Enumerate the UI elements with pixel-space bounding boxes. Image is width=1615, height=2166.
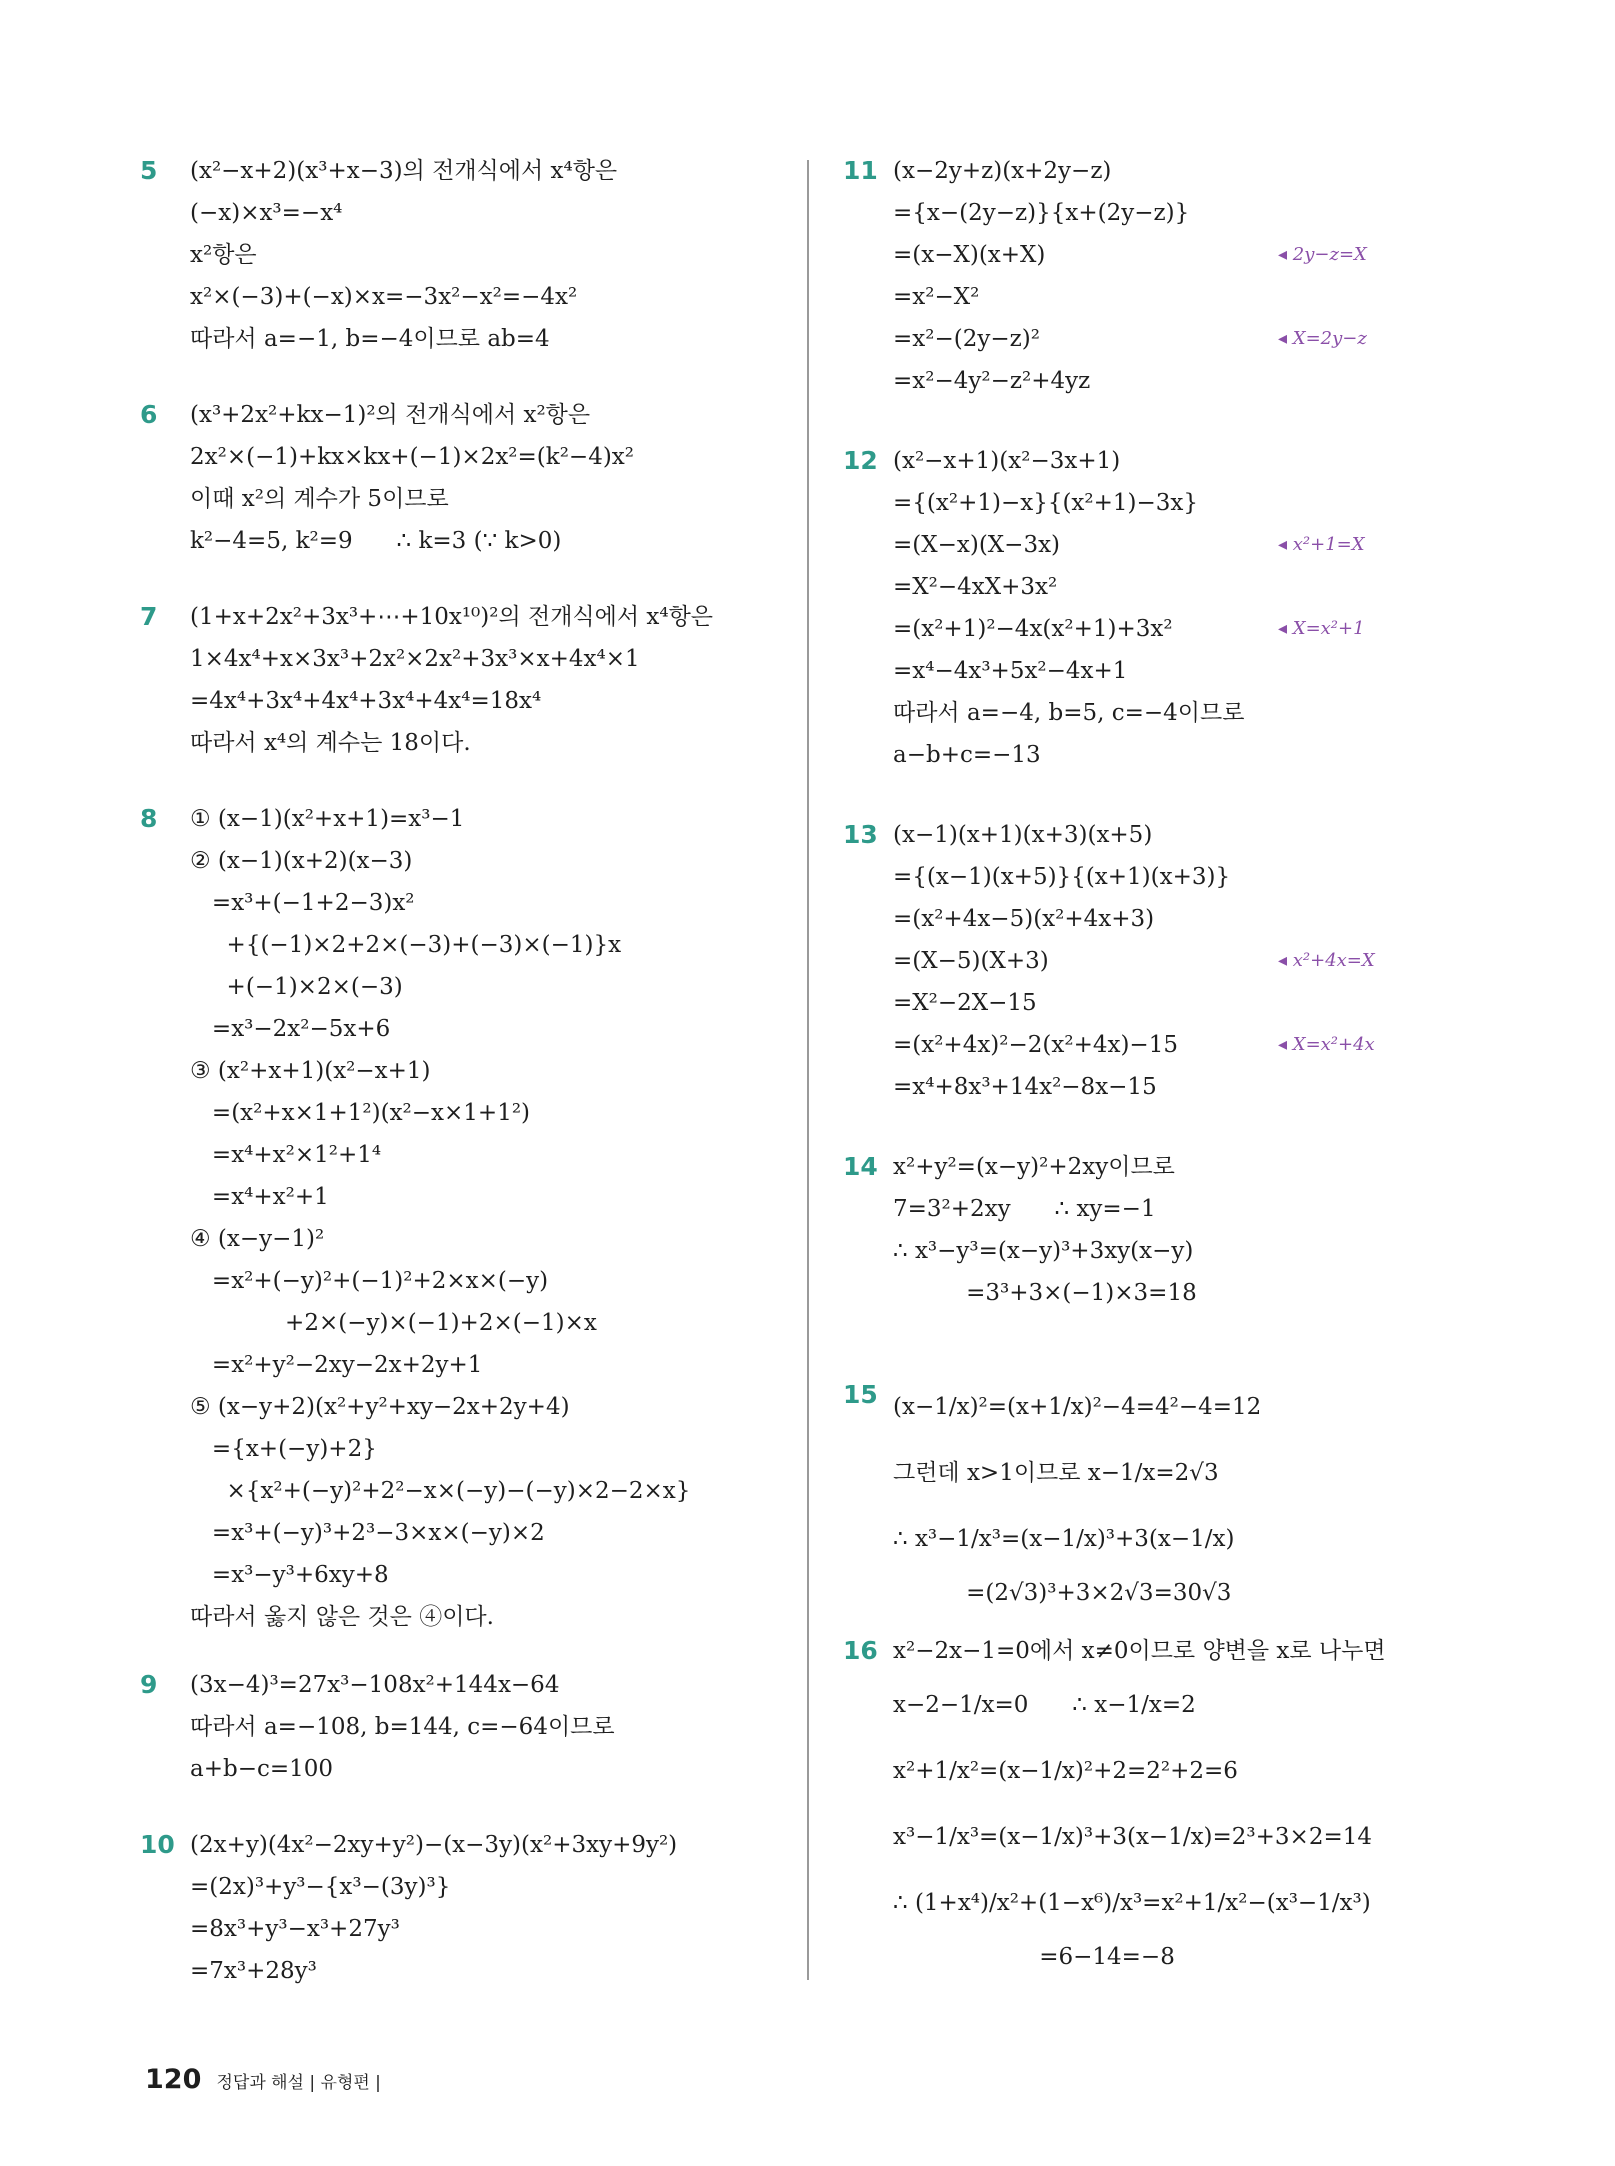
equation-text: =7x³+28y³ [190, 1958, 317, 1984]
footer-title: 정답과 해설 | 유형편 | [216, 2073, 381, 2093]
solution-line [190, 966, 690, 1008]
problem-number: 14 [843, 1152, 878, 1181]
equation-text: x−2−1/x=0 ∴ x−1/x=2 [893, 1692, 1196, 1718]
equation-text: =3³+3×(−1)×3=18 [893, 1280, 1197, 1306]
equation-text: ② (x−1)(x+2)(x−3) [190, 848, 413, 874]
solution-line [190, 1218, 690, 1260]
solution-line [893, 1066, 1230, 1108]
equation-text: +2×(−y)×(−1)+2×(−1)×x [190, 1310, 597, 1336]
equation-text: (x³+2x²+kx−1)²의 전개식에서 x²항은 [190, 402, 591, 428]
equation-text: =x²−(2y−z)² [893, 326, 1040, 352]
solution-line [190, 478, 634, 520]
equation-text: (1+x+2x²+3x³+⋯+10x¹⁰)²의 전개식에서 x⁴항은 [190, 604, 714, 630]
problem-number: 8 [140, 804, 158, 833]
solution-line [190, 638, 713, 680]
solution-line [190, 1824, 677, 1866]
equation-text: +(−1)×2×(−3) [190, 974, 403, 1000]
equation-text: 따라서 옳지 않은 것은 ④이다. [190, 1604, 494, 1630]
solution-line [190, 1748, 615, 1790]
solution-line [893, 1374, 1261, 1440]
solution-line [190, 1512, 690, 1554]
solution-line [893, 940, 1375, 982]
solution-line [190, 318, 617, 360]
equation-text: x²×(−3)+(−x)×x=−3x²−x²=−4x² [190, 284, 578, 310]
solution-line [893, 814, 1230, 856]
solution-line [190, 1176, 690, 1218]
equation-text: =(x−X)(x+X) [893, 242, 1046, 268]
substitution-note: ◂ X=x²+4x [1278, 1034, 1375, 1055]
solution-line [893, 360, 1189, 402]
solution-line [893, 1630, 1386, 1672]
solution-line [190, 150, 617, 192]
equation-text: (x−1)(x+1)(x+3)(x+5) [893, 822, 1153, 848]
solution-line [190, 1428, 690, 1470]
equation-text: ∴ x³−1/x³=(x−1/x)³+3(x−1/x) [893, 1526, 1235, 1552]
equation-text: x²−2x−1=0에서 x≠0이므로 양변을 x로 나누면 [893, 1638, 1386, 1664]
solution-line [190, 1706, 615, 1748]
solution-line [190, 680, 713, 722]
equation-text: ① (x−1)(x²+x+1)=x³−1 [190, 806, 465, 832]
equation-text: =X²−2X−15 [893, 990, 1037, 1016]
solution-line [190, 520, 634, 562]
solution-line [893, 1572, 1261, 1614]
equation-text: =x²−X² [893, 284, 980, 310]
solution-line [190, 882, 690, 924]
equation-text: =(2x)³+y³−{x³−(3y)³} [190, 1874, 451, 1900]
equation-text: a−b+c=−13 [893, 742, 1041, 768]
solution-lines [893, 440, 1365, 776]
solution-line [190, 436, 634, 478]
solution-line [893, 318, 1367, 360]
solution-line [893, 234, 1367, 276]
solution-line [190, 1260, 690, 1302]
solution-line [190, 1554, 690, 1596]
solution-lines [190, 798, 690, 1638]
substitution-note: ◂ X=x²+1 [1278, 618, 1365, 639]
solution-line [190, 924, 690, 966]
equation-text: 따라서 x⁴의 계수는 18이다. [190, 730, 471, 756]
solution-line [190, 1050, 690, 1092]
equation-text: (2x+y)(4x²−2xy+y²)−(x−3y)(x²+3xy+9y²) [190, 1832, 678, 1858]
equation-text: ∴ (1+x⁴)/x²+(1−x⁶)/x³=x²+1/x²−(x³−1/x³) [893, 1890, 1371, 1916]
solution-line [893, 608, 1365, 650]
problem-number: 7 [140, 602, 158, 631]
equation-text: ④ (x−y−1)² [190, 1226, 325, 1252]
equation-text: =x⁴+x²×1²+1⁴ [190, 1142, 382, 1168]
equation-text: +{(−1)×2+2×(−3)+(−3)×(−1)}x [190, 932, 622, 958]
equation-text: =x³+(−y)³+2³−3×x×(−y)×2 [190, 1520, 545, 1546]
column-divider [807, 160, 809, 1980]
solution-line [893, 692, 1244, 734]
solution-line [190, 1950, 677, 1992]
solution-line [190, 1596, 690, 1638]
problem-number: 11 [843, 156, 878, 185]
equation-text: ={x+(−y)+2} [190, 1436, 377, 1462]
equation-text: x²항은 [190, 242, 257, 268]
solution-lines [893, 1630, 1386, 1978]
equation-text: a+b−c=100 [190, 1756, 334, 1782]
solution-line [190, 192, 617, 234]
equation-text: =(X−x)(X−3x) [893, 532, 1061, 558]
page-number: 120 [145, 2064, 202, 2095]
solution-lines [190, 150, 617, 360]
equation-text: =x⁴+x²+1 [190, 1184, 329, 1210]
solution-line [893, 1804, 1386, 1870]
solution-line [893, 1146, 1197, 1188]
solution-line [190, 798, 690, 840]
solution-line [893, 650, 1244, 692]
solution-line [190, 1664, 615, 1706]
problem-number: 5 [140, 156, 158, 185]
solution-lines [190, 394, 634, 562]
solution-line [893, 1230, 1197, 1272]
equation-text: =(X−5)(X+3) [893, 948, 1049, 974]
solution-line [893, 1672, 1386, 1738]
equation-text: (x−2y+z)(x+2y−z) [893, 158, 1112, 184]
equation-text: 따라서 a=−1, b=−4이므로 ab=4 [190, 326, 550, 352]
solution-line [190, 1092, 690, 1134]
equation-text: ⑤ (x−y+2)(x²+y²+xy−2x+2y+4) [190, 1394, 570, 1420]
solution-line [893, 1188, 1197, 1230]
solution-line [893, 734, 1244, 776]
equation-text: =x²+(−y)²+(−1)²+2×x×(−y) [190, 1268, 549, 1294]
solution-line [893, 440, 1244, 482]
solution-lines [893, 814, 1375, 1108]
substitution-note: ◂ x²+1=X [1278, 534, 1365, 555]
solution-line [893, 982, 1230, 1024]
equation-text: x²+y²=(x−y)²+2xy이므로 [893, 1154, 1175, 1180]
solution-line [190, 1008, 690, 1050]
problem-number: 15 [843, 1380, 878, 1409]
solution-line [190, 1386, 690, 1428]
solution-line [893, 524, 1365, 566]
problem-number: 9 [140, 1670, 158, 1699]
solution-line [190, 276, 617, 318]
solution-line [893, 1738, 1386, 1804]
equation-text: x³−1/x³=(x−1/x)³+3(x−1/x)=2³+3×2=14 [893, 1824, 1372, 1850]
solution-line [893, 150, 1189, 192]
solution-line [190, 1866, 677, 1908]
page-footer [145, 2064, 381, 2095]
substitution-note: ◂ x²+4x=X [1278, 950, 1375, 971]
problem-number: 13 [843, 820, 878, 849]
solution-line [893, 1272, 1197, 1314]
equation-text: 따라서 a=−108, b=144, c=−64이므로 [190, 1714, 615, 1740]
solution-line [190, 1344, 690, 1386]
solution-lines [190, 596, 713, 764]
equation-text: (x−1/x)²=(x+1/x)²−4=4²−4=12 [893, 1394, 1262, 1420]
solution-lines [893, 1146, 1197, 1314]
solution-line [190, 1470, 690, 1512]
equation-text: ×{x²+(−y)²+2²−x×(−y)−(−y)×2−2×x} [190, 1478, 691, 1504]
solution-line [893, 1936, 1386, 1978]
equation-text: 따라서 a=−4, b=5, c=−4이므로 [893, 700, 1245, 726]
solution-lines [190, 1664, 615, 1790]
solution-line [893, 192, 1189, 234]
equation-text: =(2√3)³+3×2√3=30√3 [893, 1580, 1232, 1606]
equation-text: ={(x²+1)−x}{(x²+1)−3x} [893, 490, 1199, 516]
solution-line [893, 1024, 1375, 1066]
problem-number: 16 [843, 1636, 878, 1665]
solution-line [190, 1134, 690, 1176]
equation-text: 7=3²+2xy ∴ xy=−1 [893, 1196, 1156, 1222]
equation-text: ③ (x²+x+1)(x²−x+1) [190, 1058, 431, 1084]
solution-lines [190, 1824, 677, 1992]
solution-line [893, 276, 1189, 318]
solution-line [893, 898, 1230, 940]
equation-text: 이때 x²의 계수가 5이므로 [190, 486, 449, 512]
equation-text: =x³−2x²−5x+6 [190, 1016, 391, 1042]
equation-text: (−x)×x³=−x⁴ [190, 200, 343, 226]
problem-number: 12 [843, 446, 878, 475]
equation-text: =x²−4y²−z²+4yz [893, 368, 1091, 394]
solution-lines [893, 150, 1367, 402]
equation-text: =(x²+4x−5)(x²+4x+3) [893, 906, 1155, 932]
equation-text: ∴ x³−y³=(x−y)³+3xy(x−y) [893, 1238, 1194, 1264]
solution-line [190, 234, 617, 276]
solution-line [893, 1506, 1261, 1572]
equation-text: =X²−4xX+3x² [893, 574, 1058, 600]
solution-lines [893, 1374, 1261, 1614]
solution-line [190, 1908, 677, 1950]
equation-text: k²−4=5, k²=9 ∴ k=3 (∵ k>0) [190, 528, 562, 554]
equation-text: 그런데 x>1이므로 x−1/x=2√3 [893, 1460, 1219, 1486]
equation-text: =(x²+4x)²−2(x²+4x)−15 [893, 1032, 1178, 1058]
equation-text: =x³+(−1+2−3)x² [190, 890, 415, 916]
equation-text: =4x⁴+3x⁴+4x⁴+3x⁴+4x⁴=18x⁴ [190, 688, 542, 714]
problem-number: 10 [140, 1830, 175, 1859]
equation-text: x²+1/x²=(x−1/x)²+2=2²+2=6 [893, 1758, 1238, 1784]
equation-text: =(x²+1)²−4x(x²+1)+3x² [893, 616, 1173, 642]
equation-text: (x²−x+1)(x²−3x+1) [893, 448, 1121, 474]
equation-text: =x³−y³+6xy+8 [190, 1562, 389, 1588]
solution-line [893, 1440, 1261, 1506]
solution-line [190, 840, 690, 882]
solution-line [893, 856, 1230, 898]
equation-text: =x⁴+8x³+14x²−8x−15 [893, 1074, 1157, 1100]
solution-line [190, 596, 713, 638]
substitution-note: ◂ X=2y−z [1278, 328, 1367, 349]
substitution-note: ◂ 2y−z=X [1278, 244, 1367, 265]
solution-line [893, 1870, 1386, 1936]
solution-line [893, 566, 1244, 608]
equation-text: 2x²×(−1)+kx×kx+(−1)×2x²=(k²−4)x² [190, 444, 634, 470]
equation-text: ={x−(2y−z)}{x+(2y−z)} [893, 200, 1190, 226]
equation-text: =6−14=−8 [893, 1944, 1175, 1970]
equation-text: (x²−x+2)(x³+x−3)의 전개식에서 x⁴항은 [190, 158, 618, 184]
solution-line [893, 482, 1244, 524]
equation-text: 1×4x⁴+x×3x³+2x²×2x²+3x³×x+4x⁴×1 [190, 646, 640, 672]
solution-line [190, 1302, 690, 1344]
solution-line [190, 394, 634, 436]
solution-line [190, 722, 713, 764]
problem-number: 6 [140, 400, 158, 429]
equation-text: =8x³+y³−x³+27y³ [190, 1916, 400, 1942]
equation-text: =x⁴−4x³+5x²−4x+1 [893, 658, 1128, 684]
equation-text: =x²+y²−2xy−2x+2y+1 [190, 1352, 483, 1378]
equation-text: (3x−4)³=27x³−108x²+144x−64 [190, 1672, 560, 1698]
equation-text: =(x²+x×1+1²)(x²−x×1+1²) [190, 1100, 531, 1126]
equation-text: ={(x−1)(x+5)}{(x+1)(x+3)} [893, 864, 1231, 890]
